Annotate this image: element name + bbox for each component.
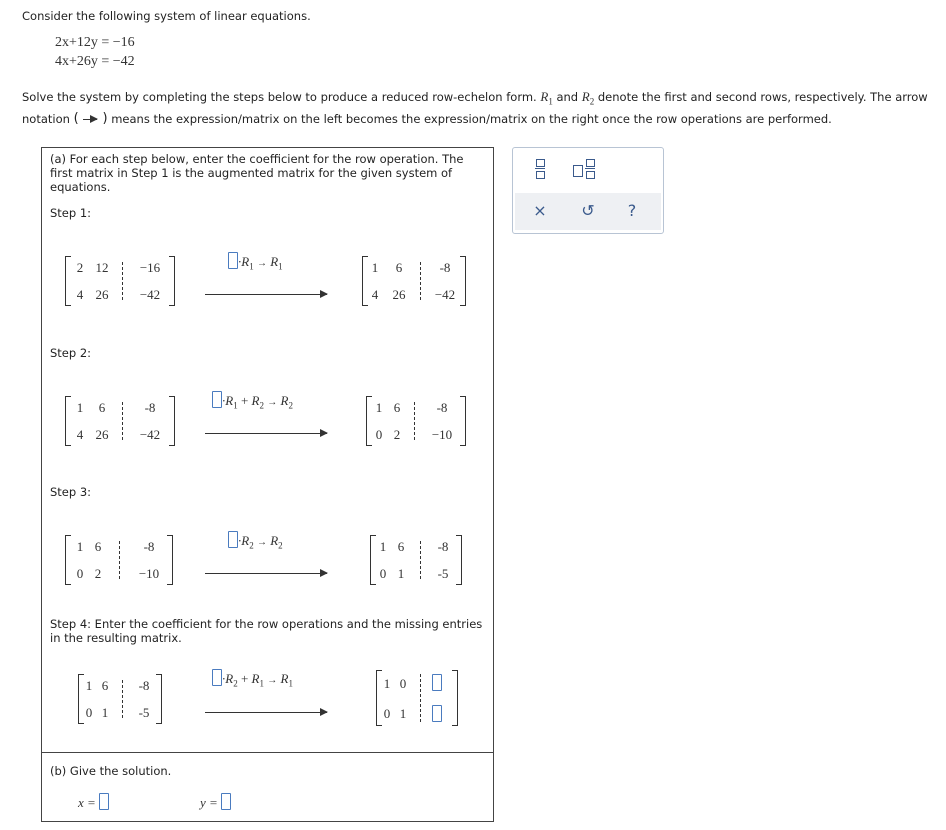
matrix-cell: 2 xyxy=(94,566,102,581)
matrix-cell: 6 xyxy=(397,539,405,554)
matrix-cell: 0 xyxy=(399,676,407,691)
step-2-left-matrix xyxy=(65,396,175,446)
matrix-cell: 1 xyxy=(101,705,109,720)
undo-icon[interactable]: ↺ xyxy=(581,201,595,220)
matrix-cell: -8 xyxy=(138,678,150,693)
matrix-cell: −42 xyxy=(139,287,161,302)
matrix-cell: -5 xyxy=(138,705,150,720)
mixed-number-icon[interactable] xyxy=(573,158,599,180)
step-4-row-operation: $\cdot R_2 + R_1 \to R_1$ xyxy=(212,669,293,689)
matrix-cell: 0 xyxy=(383,706,391,721)
matrix-cell: 0 xyxy=(375,427,383,442)
step-4-label-2: in the resulting matrix. xyxy=(50,631,182,645)
equation-2: 4x+26y = −42 xyxy=(55,54,135,69)
matrix-cell: 0 xyxy=(76,566,84,581)
step-3-left-matrix xyxy=(65,535,173,585)
instructions-text-d: notation xyxy=(22,112,74,126)
matrix-cell: 1 xyxy=(383,676,391,691)
matrix-cell: 2 xyxy=(76,260,84,275)
step-4-entry-1-input[interactable] xyxy=(432,674,442,691)
part-a-text-1: (a) For each step below, enter the coefficient for the row operation. The xyxy=(50,152,464,166)
matrix-cell: −42 xyxy=(434,287,456,302)
panel-divider xyxy=(41,752,493,753)
matrix-cell: 1 xyxy=(397,566,405,581)
matrix-cell: 1 xyxy=(85,678,93,693)
r2-symbol: $R_2$ xyxy=(581,89,595,107)
intro-text: Consider the following system of linear equations. xyxy=(22,9,311,23)
step-2-label: Step 2: xyxy=(50,346,92,360)
math-toolbar xyxy=(512,147,664,234)
matrix-cell: −42 xyxy=(139,427,161,442)
step-3-row-operation: $\cdot R_2 \to R_2$ xyxy=(228,531,283,551)
matrix-cell: 6 xyxy=(393,400,401,415)
step-1-row-operation: $\cdot R_1 \to R_1$ xyxy=(228,252,283,272)
step-4-label-1: Step 4: Enter the coefficient for the row operations and the missing entries xyxy=(50,617,483,631)
step-4-coefficient-input[interactable] xyxy=(212,669,222,686)
instructions-text-e: means the expression/matrix on the left becomes the expression/matrix on the right once the row operations are performed. xyxy=(107,112,832,126)
matrix-cell: -5 xyxy=(437,566,449,581)
step-1-arrow xyxy=(205,294,327,295)
equation-1: 2x+12y = −16 xyxy=(55,35,135,50)
matrix-cell: −10 xyxy=(138,566,160,581)
r1-symbol: $R_1$ xyxy=(540,89,553,107)
instructions-line-1 xyxy=(22,89,928,107)
matrix-cell: 26 xyxy=(95,427,109,442)
matrix-cell: 12 xyxy=(95,260,109,275)
instructions-line-2 xyxy=(22,112,832,126)
y-answer: y = xyxy=(200,793,231,811)
instructions-text-a: Solve the system by completing the steps below to produce a reduced row-echelon form. xyxy=(22,90,541,104)
step-3-arrow xyxy=(205,573,327,574)
matrix-cell: 0 xyxy=(379,566,387,581)
step-1-left-matrix xyxy=(65,256,175,306)
arrow-notation-icon: ( ) xyxy=(73,111,108,126)
step-2-coefficient-input[interactable] xyxy=(212,391,222,408)
matrix-cell: -8 xyxy=(144,400,156,415)
matrix-cell: 6 xyxy=(101,678,109,693)
matrix-cell: 4 xyxy=(371,287,379,302)
matrix-cell: 1 xyxy=(371,260,379,275)
clear-icon[interactable]: × xyxy=(533,201,547,220)
matrix-cell: −10 xyxy=(431,427,453,442)
matrix-cell: -8 xyxy=(439,260,451,275)
part-a-text-2: first matrix in Step 1 is the augmented matrix for the given system of xyxy=(50,166,453,180)
matrix-cell: 6 xyxy=(395,260,403,275)
matrix-cell: 0 xyxy=(85,705,93,720)
matrix-cell: 26 xyxy=(95,287,109,302)
matrix-cell: 1 xyxy=(379,539,387,554)
step-2-row-operation: $\cdot R_1 + R_2 \to R_2$ xyxy=(212,391,293,411)
step-4-right-matrix xyxy=(376,670,458,726)
matrix-cell: 6 xyxy=(98,400,106,415)
help-icon[interactable]: ? xyxy=(627,201,637,220)
step-1-right-matrix xyxy=(362,256,466,306)
step-3-label: Step 3: xyxy=(50,485,92,499)
matrix-cell: -8 xyxy=(437,539,449,554)
x-answer: x = xyxy=(78,793,109,811)
matrix-cell: −16 xyxy=(139,260,161,275)
matrix-cell: 1 xyxy=(375,400,383,415)
matrix-cell: -8 xyxy=(143,539,155,554)
step-1-label: Step 1: xyxy=(50,206,92,220)
step-4-left-matrix xyxy=(78,674,162,724)
matrix-cell: 1 xyxy=(399,706,407,721)
instructions-text-b: and xyxy=(552,90,582,104)
part-b-label: (b) Give the solution. xyxy=(50,764,172,778)
matrix-cell: 2 xyxy=(393,427,401,442)
step-1-coefficient-input[interactable] xyxy=(228,252,238,269)
matrix-cell: 6 xyxy=(94,539,102,554)
instructions-text-c: denote the first and second rows, respectively. The arrow xyxy=(594,90,928,104)
step-4-arrow xyxy=(205,712,327,713)
matrix-cell: 26 xyxy=(392,287,406,302)
fraction-icon[interactable] xyxy=(535,158,545,180)
matrix-cell: -8 xyxy=(436,400,448,415)
matrix-cell: 4 xyxy=(76,427,84,442)
x-input[interactable] xyxy=(99,793,109,810)
y-input[interactable] xyxy=(221,793,231,810)
step-3-coefficient-input[interactable] xyxy=(228,531,238,548)
matrix-cell: 1 xyxy=(76,400,84,415)
part-a-text-3: equations. xyxy=(50,180,111,194)
step-2-right-matrix xyxy=(366,396,466,446)
step-3-right-matrix xyxy=(370,535,462,585)
matrix-cell: 1 xyxy=(76,539,84,554)
matrix-cell: 4 xyxy=(76,287,84,302)
step-2-arrow xyxy=(205,433,327,434)
step-4-entry-2-input[interactable] xyxy=(432,705,442,722)
